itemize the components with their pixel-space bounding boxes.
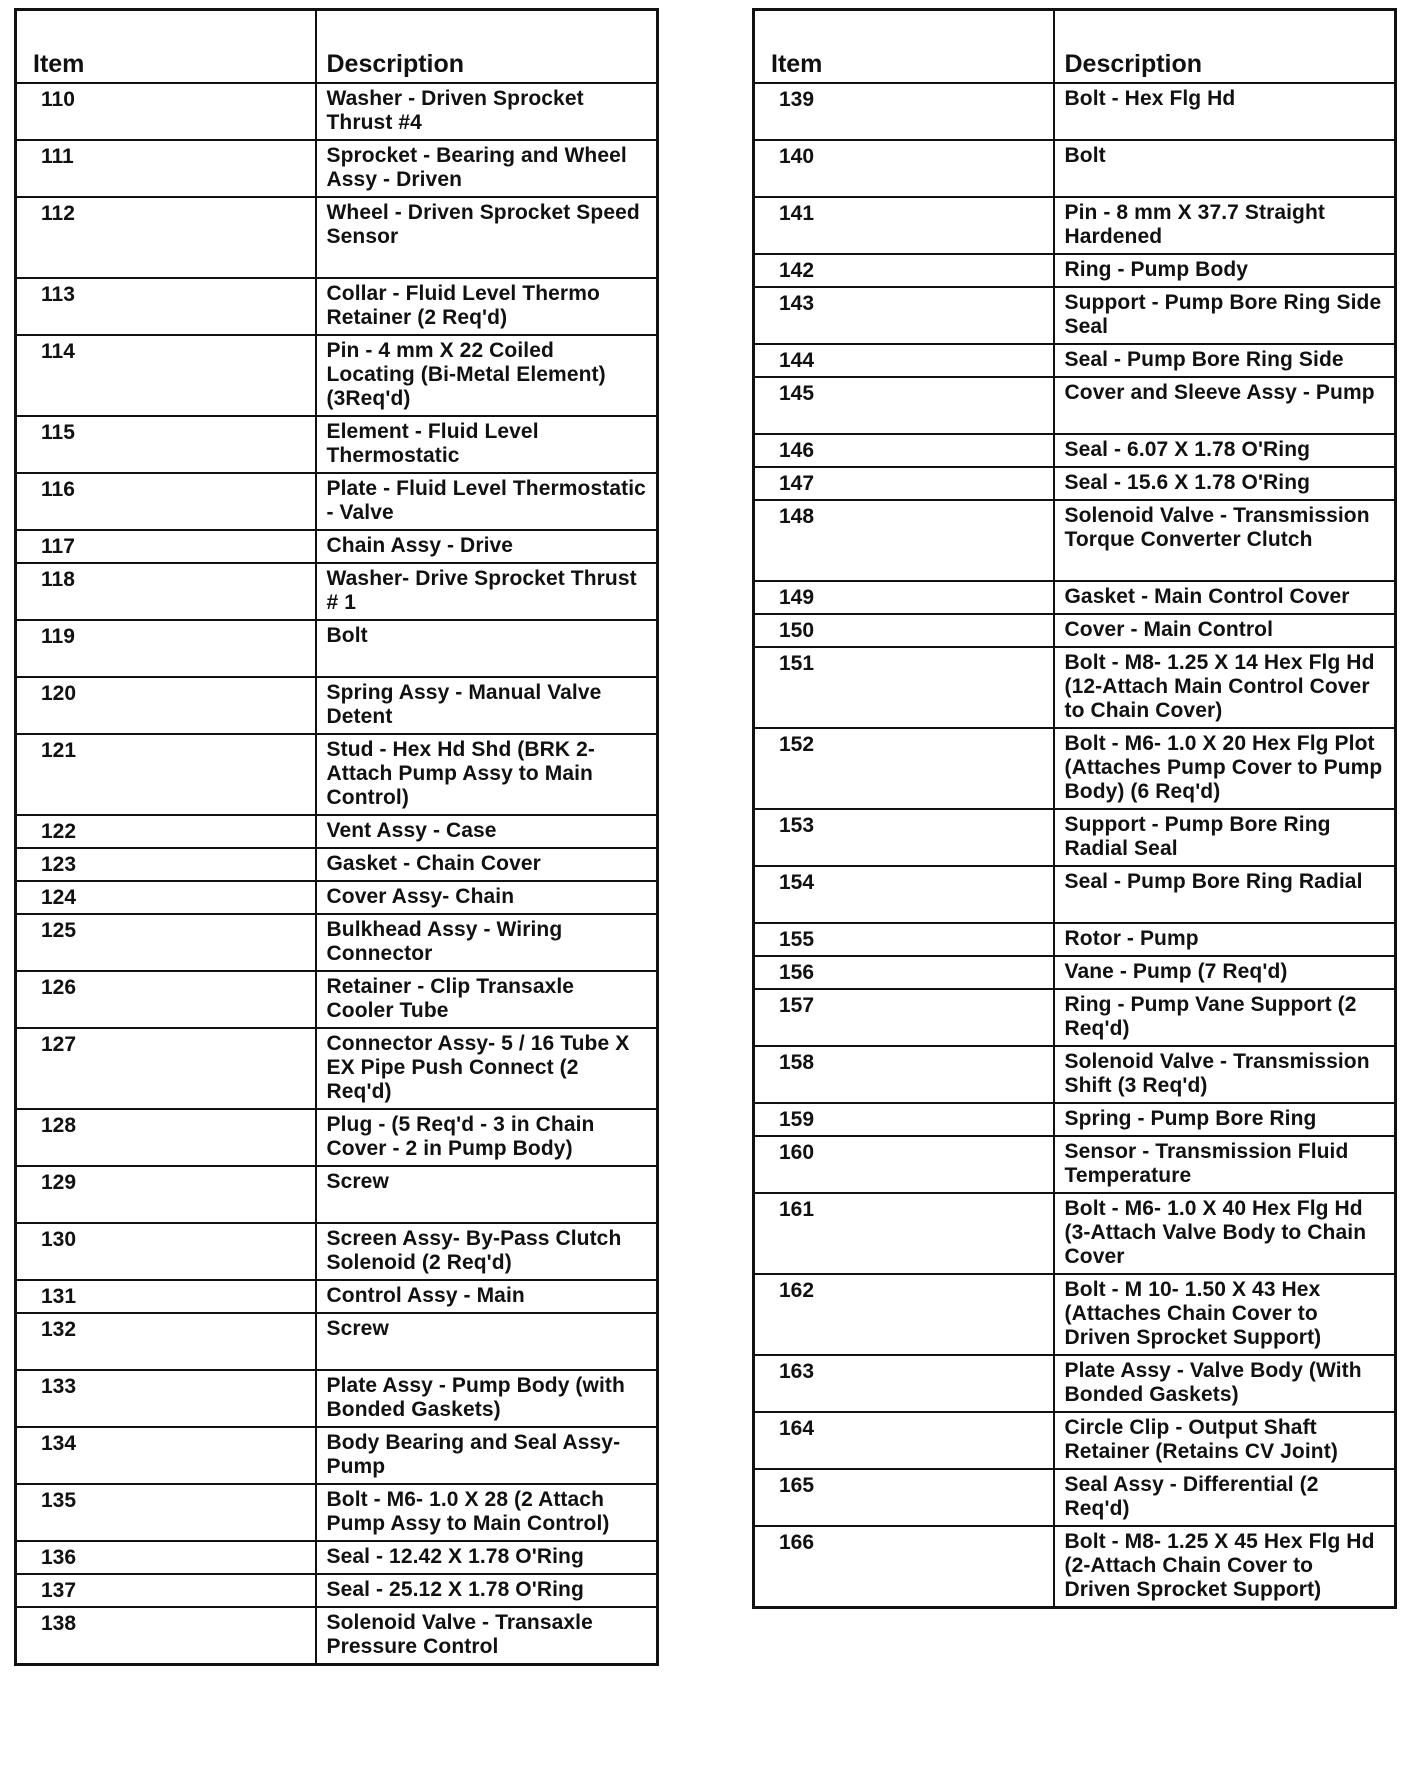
parts-table-left-body bbox=[16, 83, 658, 1664]
table-row bbox=[754, 377, 1396, 434]
item-description-cell: Seal - 12.42 X 1.78 O'Ring bbox=[316, 1541, 658, 1574]
item-number-cell: 134 bbox=[16, 1427, 316, 1484]
item-number-cell: 132 bbox=[16, 1313, 316, 1370]
item-description-cell: Cover Assy- Chain bbox=[316, 881, 658, 914]
item-description-cell: Seal Assy - Differential (2 Req'd) bbox=[1054, 1469, 1396, 1526]
item-number-cell: 136 bbox=[16, 1541, 316, 1574]
item-number-cell: 110 bbox=[16, 83, 316, 140]
item-description-cell: Seal - 15.6 X 1.78 O'Ring bbox=[1054, 467, 1396, 500]
item-number-cell: 116 bbox=[16, 473, 316, 530]
item-description-cell: Plug - (5 Req'd - 3 in Chain Cover - 2 in Pump Body) bbox=[316, 1109, 658, 1166]
item-number-cell: 166 bbox=[754, 1526, 1054, 1607]
item-number-cell: 159 bbox=[754, 1103, 1054, 1136]
table-row bbox=[754, 197, 1396, 254]
table-row bbox=[16, 620, 658, 677]
item-number-cell: 113 bbox=[16, 278, 316, 335]
item-number-cell: 149 bbox=[754, 581, 1054, 614]
item-number-cell: 163 bbox=[754, 1355, 1054, 1412]
item-description-cell: Washer - Driven Sprocket Thrust #4 bbox=[316, 83, 658, 140]
item-number-cell: 142 bbox=[754, 254, 1054, 287]
item-number-cell: 152 bbox=[754, 728, 1054, 809]
table-row bbox=[754, 1136, 1396, 1193]
table-row bbox=[16, 1541, 658, 1574]
table-row bbox=[754, 83, 1396, 140]
table-row bbox=[754, 728, 1396, 809]
item-number-cell: 129 bbox=[16, 1166, 316, 1223]
table-row bbox=[754, 581, 1396, 614]
table-row bbox=[16, 416, 658, 473]
item-description-cell: Collar - Fluid Level Thermo Retainer (2 Req'd) bbox=[316, 278, 658, 335]
item-description-cell: Bolt bbox=[316, 620, 658, 677]
item-description-cell: Cover - Main Control bbox=[1054, 614, 1396, 647]
table-row bbox=[16, 881, 658, 914]
table-row bbox=[16, 140, 658, 197]
item-description-cell: Screw bbox=[316, 1313, 658, 1370]
item-description-cell: Bolt - M6- 1.0 X 28 (2 Attach Pump Assy to Main Control) bbox=[316, 1484, 658, 1541]
item-number-cell: 151 bbox=[754, 647, 1054, 728]
item-description-cell: Spring - Pump Bore Ring bbox=[1054, 1103, 1396, 1136]
item-description-cell: Pin - 4 mm X 22 Coiled Locating (Bi-Metal Element) (3Req'd) bbox=[316, 335, 658, 416]
table-row bbox=[16, 563, 658, 620]
table-row bbox=[754, 140, 1396, 197]
header-row bbox=[16, 10, 658, 84]
table-row bbox=[16, 677, 658, 734]
table-row bbox=[16, 971, 658, 1028]
item-number-cell: 130 bbox=[16, 1223, 316, 1280]
table-row bbox=[754, 614, 1396, 647]
table-row bbox=[754, 287, 1396, 344]
item-number-cell: 148 bbox=[754, 500, 1054, 581]
table-row bbox=[754, 344, 1396, 377]
item-number-cell: 153 bbox=[754, 809, 1054, 866]
item-number-cell: 135 bbox=[16, 1484, 316, 1541]
table-row bbox=[754, 647, 1396, 728]
item-number-cell: 143 bbox=[754, 287, 1054, 344]
item-description-cell: Bulkhead Assy - Wiring Connector bbox=[316, 914, 658, 971]
item-number-cell: 117 bbox=[16, 530, 316, 563]
item-number-cell: 115 bbox=[16, 416, 316, 473]
header-row bbox=[754, 10, 1396, 84]
item-number-cell: 144 bbox=[754, 344, 1054, 377]
item-number-cell: 141 bbox=[754, 197, 1054, 254]
table-row bbox=[16, 914, 658, 971]
item-description-cell: Plate Assy - Pump Body (with Bonded Gaskets) bbox=[316, 1370, 658, 1427]
table-row bbox=[16, 1166, 658, 1223]
table-row bbox=[16, 734, 658, 815]
item-description-cell: Vent Assy - Case bbox=[316, 815, 658, 848]
item-description-cell: Stud - Hex Hd Shd (BRK 2-Attach Pump Assy to Main Control) bbox=[316, 734, 658, 815]
table-row bbox=[754, 1355, 1396, 1412]
item-description-cell: Body Bearing and Seal Assy- Pump bbox=[316, 1427, 658, 1484]
item-number-cell: 112 bbox=[16, 197, 316, 278]
item-description-cell: Wheel - Driven Sprocket Speed Sensor bbox=[316, 197, 658, 278]
item-description-cell: Control Assy - Main bbox=[316, 1280, 658, 1313]
table-row bbox=[16, 1427, 658, 1484]
table-row bbox=[754, 1469, 1396, 1526]
table-row bbox=[16, 530, 658, 563]
table-row bbox=[754, 1193, 1396, 1274]
item-number-cell: 133 bbox=[16, 1370, 316, 1427]
parts-table-right-body bbox=[754, 83, 1396, 1607]
item-number-cell: 157 bbox=[754, 989, 1054, 1046]
item-column-header: Item bbox=[754, 10, 1054, 84]
table-row bbox=[754, 500, 1396, 581]
table-row bbox=[754, 923, 1396, 956]
table-row bbox=[16, 1370, 658, 1427]
item-description-cell: Bolt - M6- 1.0 X 20 Hex Flg Plot (Attaches Pump Cover to Pump Body) (6 Req'd) bbox=[1054, 728, 1396, 809]
item-description-cell: Plate Assy - Valve Body (With Bonded Gaskets) bbox=[1054, 1355, 1396, 1412]
table-row bbox=[16, 1223, 658, 1280]
item-description-cell: Ring - Pump Body bbox=[1054, 254, 1396, 287]
table-row bbox=[754, 989, 1396, 1046]
item-description-cell: Washer- Drive Sprocket Thrust # 1 bbox=[316, 563, 658, 620]
table-row bbox=[16, 335, 658, 416]
table-row bbox=[754, 1103, 1396, 1136]
item-description-cell: Gasket - Chain Cover bbox=[316, 848, 658, 881]
item-description-cell: Screen Assy- By-Pass Clutch Solenoid (2 Req'd) bbox=[316, 1223, 658, 1280]
table-row bbox=[16, 1109, 658, 1166]
item-number-cell: 138 bbox=[16, 1607, 316, 1664]
item-description-cell: Bolt - Hex Flg Hd bbox=[1054, 83, 1396, 140]
item-number-cell: 128 bbox=[16, 1109, 316, 1166]
item-number-cell: 158 bbox=[754, 1046, 1054, 1103]
item-number-cell: 140 bbox=[754, 140, 1054, 197]
table-row bbox=[754, 467, 1396, 500]
description-column-header: Description bbox=[1054, 10, 1396, 84]
table-row bbox=[16, 1574, 658, 1607]
table-row bbox=[754, 809, 1396, 866]
item-number-cell: 145 bbox=[754, 377, 1054, 434]
item-number-cell: 160 bbox=[754, 1136, 1054, 1193]
item-description-cell: Vane - Pump (7 Req'd) bbox=[1054, 956, 1396, 989]
item-description-cell: Sprocket - Bearing and Wheel Assy - Driven bbox=[316, 140, 658, 197]
item-description-cell: Element - Fluid Level Thermostatic bbox=[316, 416, 658, 473]
item-description-cell: Seal - Pump Bore Ring Side bbox=[1054, 344, 1396, 377]
item-number-cell: 150 bbox=[754, 614, 1054, 647]
item-description-cell: Ring - Pump Vane Support (2 Req'd) bbox=[1054, 989, 1396, 1046]
table-row bbox=[16, 1313, 658, 1370]
item-description-cell: Support - Pump Bore Ring Side Seal bbox=[1054, 287, 1396, 344]
item-description-cell: Seal - 6.07 X 1.78 O'Ring bbox=[1054, 434, 1396, 467]
item-description-cell: Rotor - Pump bbox=[1054, 923, 1396, 956]
item-description-cell: Bolt bbox=[1054, 140, 1396, 197]
item-description-cell: Spring Assy - Manual Valve Detent bbox=[316, 677, 658, 734]
item-description-cell: Sensor - Transmission Fluid Temperature bbox=[1054, 1136, 1396, 1193]
item-number-cell: 155 bbox=[754, 923, 1054, 956]
item-number-cell: 162 bbox=[754, 1274, 1054, 1355]
item-number-cell: 164 bbox=[754, 1412, 1054, 1469]
item-description-cell: Chain Assy - Drive bbox=[316, 530, 658, 563]
item-number-cell: 137 bbox=[16, 1574, 316, 1607]
item-description-cell: Seal - 25.12 X 1.78 O'Ring bbox=[316, 1574, 658, 1607]
parts-table-left bbox=[14, 8, 659, 1666]
item-description-cell: Solenoid Valve - Transmission Torque Converter Clutch bbox=[1054, 500, 1396, 581]
item-description-cell: Bolt - M6- 1.0 X 40 Hex Flg Hd (3-Attach Valve Body to Chain Cover bbox=[1054, 1193, 1396, 1274]
table-row bbox=[754, 1046, 1396, 1103]
table-row bbox=[16, 848, 658, 881]
parts-table-right bbox=[752, 8, 1397, 1609]
item-description-cell: Connector Assy- 5 / 16 Tube X EX Pipe Push Connect (2 Req'd) bbox=[316, 1028, 658, 1109]
item-number-cell: 114 bbox=[16, 335, 316, 416]
item-number-cell: 125 bbox=[16, 914, 316, 971]
item-number-cell: 111 bbox=[16, 140, 316, 197]
item-number-cell: 154 bbox=[754, 866, 1054, 923]
item-number-cell: 131 bbox=[16, 1280, 316, 1313]
item-number-cell: 126 bbox=[16, 971, 316, 1028]
item-description-cell: Circle Clip - Output Shaft Retainer (Retains CV Joint) bbox=[1054, 1412, 1396, 1469]
item-description-cell: Screw bbox=[316, 1166, 658, 1223]
item-description-cell: Gasket - Main Control Cover bbox=[1054, 581, 1396, 614]
table-row bbox=[16, 815, 658, 848]
item-number-cell: 124 bbox=[16, 881, 316, 914]
table-row bbox=[16, 473, 658, 530]
description-column-header: Description bbox=[316, 10, 658, 84]
item-number-cell: 146 bbox=[754, 434, 1054, 467]
item-description-cell: Seal - Pump Bore Ring Radial bbox=[1054, 866, 1396, 923]
item-number-cell: 139 bbox=[754, 83, 1054, 140]
table-row bbox=[754, 1412, 1396, 1469]
item-number-cell: 147 bbox=[754, 467, 1054, 500]
table-row bbox=[754, 1526, 1396, 1607]
item-number-cell: 119 bbox=[16, 620, 316, 677]
item-number-cell: 123 bbox=[16, 848, 316, 881]
item-number-cell: 165 bbox=[754, 1469, 1054, 1526]
table-row bbox=[16, 197, 658, 278]
item-description-cell: Bolt - M8- 1.25 X 45 Hex Flg Hd (2-Attach Chain Cover to Driven Sprocket Support) bbox=[1054, 1526, 1396, 1607]
table-row bbox=[754, 956, 1396, 989]
item-number-cell: 127 bbox=[16, 1028, 316, 1109]
item-number-cell: 122 bbox=[16, 815, 316, 848]
item-description-cell: Support - Pump Bore Ring Radial Seal bbox=[1054, 809, 1396, 866]
table-row bbox=[16, 1607, 658, 1664]
table-row bbox=[754, 1274, 1396, 1355]
item-number-cell: 118 bbox=[16, 563, 316, 620]
item-description-cell: Solenoid Valve - Transmission Shift (3 Req'd) bbox=[1054, 1046, 1396, 1103]
table-row bbox=[16, 1484, 658, 1541]
item-description-cell: Pin - 8 mm X 37.7 Straight Hardened bbox=[1054, 197, 1396, 254]
table-row bbox=[754, 866, 1396, 923]
item-column-header: Item bbox=[16, 10, 316, 84]
item-description-cell: Bolt - M 10- 1.50 X 43 Hex (Attaches Chain Cover to Driven Sprocket Support) bbox=[1054, 1274, 1396, 1355]
item-number-cell: 156 bbox=[754, 956, 1054, 989]
item-number-cell: 120 bbox=[16, 677, 316, 734]
table-row bbox=[16, 1280, 658, 1313]
item-number-cell: 161 bbox=[754, 1193, 1054, 1274]
item-description-cell: Bolt - M8- 1.25 X 14 Hex Flg Hd (12-Attach Main Control Cover to Chain Cover) bbox=[1054, 647, 1396, 728]
item-description-cell: Cover and Sleeve Assy - Pump bbox=[1054, 377, 1396, 434]
table-row bbox=[754, 434, 1396, 467]
table-row bbox=[16, 83, 658, 140]
table-row bbox=[16, 278, 658, 335]
item-description-cell: Retainer - Clip Transaxle Cooler Tube bbox=[316, 971, 658, 1028]
item-description-cell: Plate - Fluid Level Thermostatic - Valve bbox=[316, 473, 658, 530]
table-row bbox=[754, 254, 1396, 287]
item-number-cell: 121 bbox=[16, 734, 316, 815]
item-description-cell: Solenoid Valve - Transaxle Pressure Control bbox=[316, 1607, 658, 1664]
table-row bbox=[16, 1028, 658, 1109]
